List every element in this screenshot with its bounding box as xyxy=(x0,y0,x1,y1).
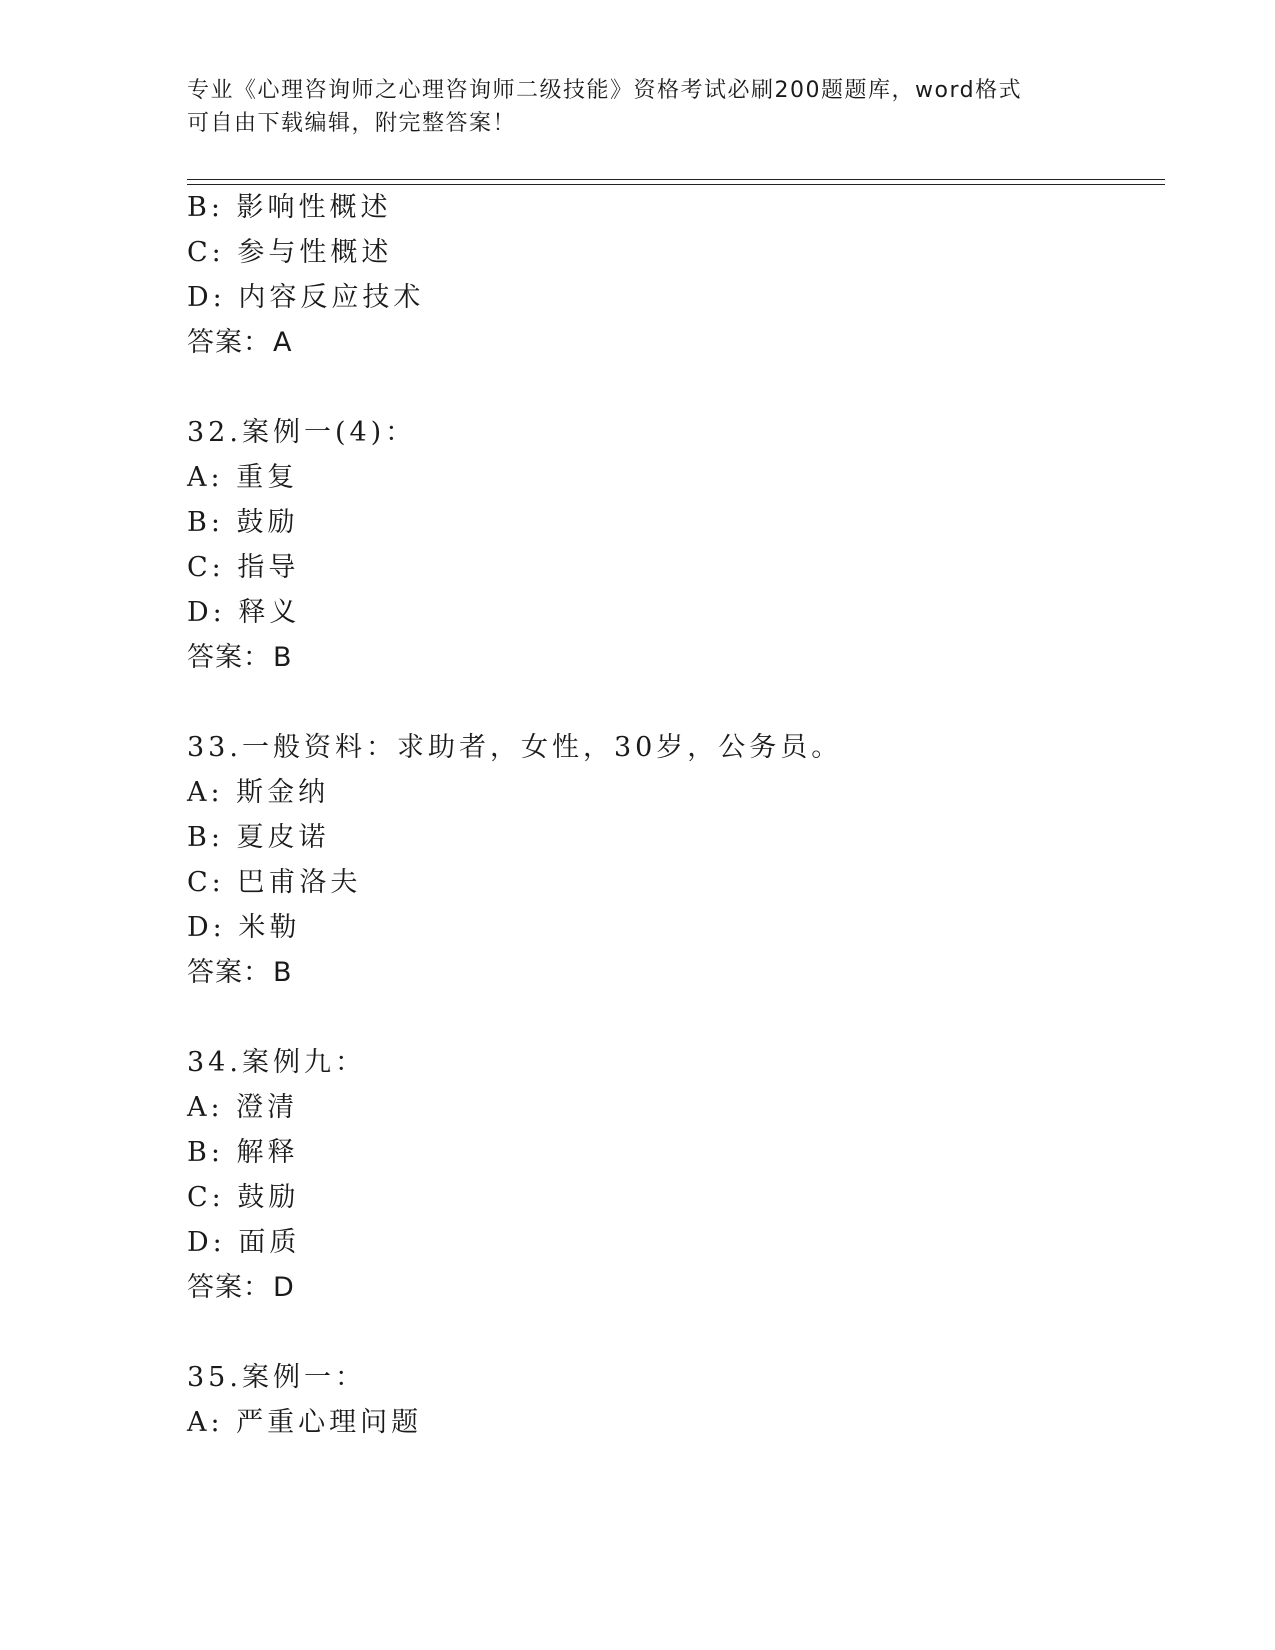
answer-label: 答案： xyxy=(187,957,271,988)
answer-line xyxy=(187,1271,295,1305)
answer-line xyxy=(187,956,293,990)
question-33: 33.一般资料：求助者，女性，30岁，公务员。 xyxy=(187,732,843,763)
header-line-2: 可自由下载编辑，附完整答案！ xyxy=(187,111,517,136)
document-header xyxy=(187,74,1087,140)
option-a: A: 斯金纳 xyxy=(187,777,330,808)
answer-label: 答案： xyxy=(187,327,271,358)
option-a: A: 重复 xyxy=(187,462,299,493)
question-35: 35.案例一： xyxy=(187,1362,366,1393)
option-d: D: 释义 xyxy=(187,597,301,628)
question-34: 34.案例九： xyxy=(187,1047,366,1078)
answer-label: 答案： xyxy=(187,1272,271,1303)
answer-value: A xyxy=(273,327,293,358)
answer-line xyxy=(187,326,292,360)
answer-value: B xyxy=(273,957,293,988)
option-d: D: 面质 xyxy=(187,1227,301,1258)
option-b: B: 解释 xyxy=(187,1137,299,1168)
option-d: D: 米勒 xyxy=(187,912,301,943)
question-32: 32.案例一(4)： xyxy=(187,417,417,448)
option-a: A: 严重心理问题 xyxy=(187,1407,423,1438)
answer-value: B xyxy=(273,642,293,673)
option-c: C: 巴甫洛夫 xyxy=(187,867,362,898)
option-d: D: 内容反应技术 xyxy=(187,282,425,313)
header-divider-bottom xyxy=(187,184,1165,185)
answer-line xyxy=(187,641,293,675)
header-line-1: 专业《心理咨询师之心理咨询师二级技能》资格考试必刷200题题库，word格式 xyxy=(187,78,1023,103)
option-b: B: 夏皮诺 xyxy=(187,822,330,853)
option-b: B: 影响性概述 xyxy=(187,192,392,223)
option-b: B: 鼓励 xyxy=(187,507,299,538)
header-divider-top xyxy=(187,179,1165,180)
answer-label: 答案： xyxy=(187,642,271,673)
option-c: C: 鼓励 xyxy=(187,1182,300,1213)
option-c: C: 参与性概述 xyxy=(187,237,393,268)
option-c: C: 指导 xyxy=(187,552,300,583)
option-a: A: 澄清 xyxy=(187,1092,299,1123)
answer-value: D xyxy=(273,1272,295,1303)
